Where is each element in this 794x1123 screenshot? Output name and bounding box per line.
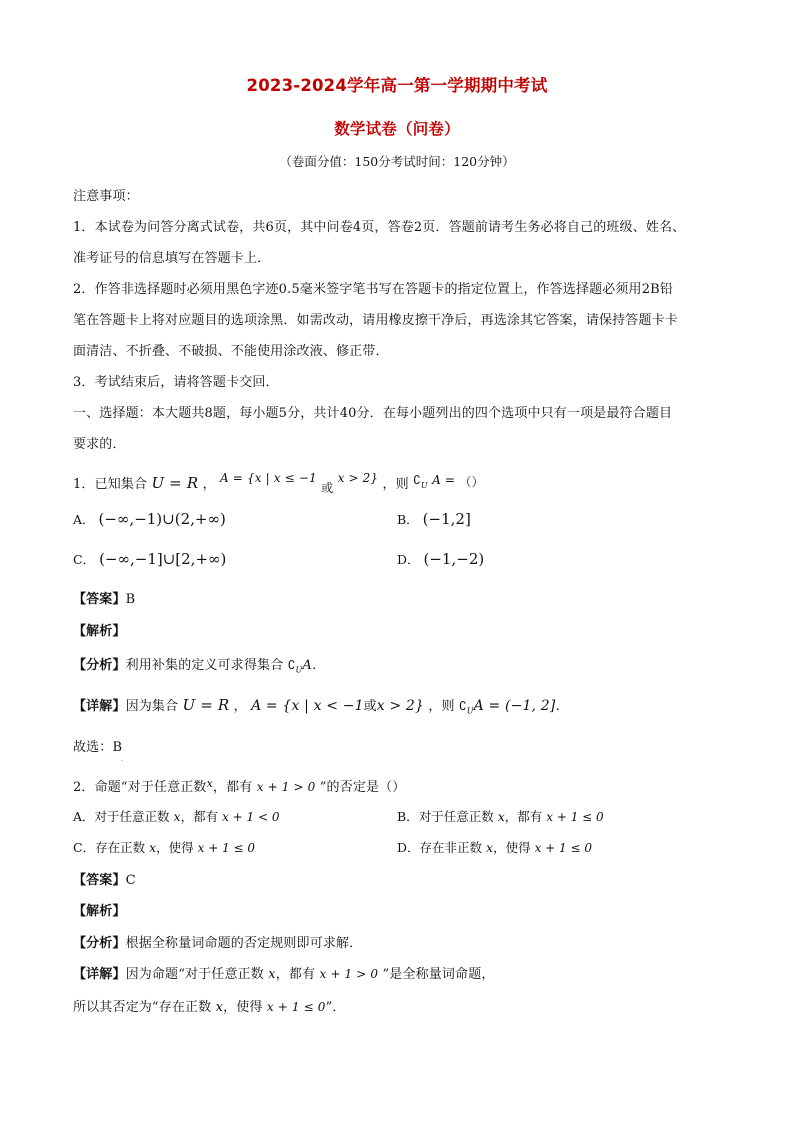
q2-option-c-x: x — [149, 840, 157, 855]
q1-answer-value: B — [125, 592, 136, 607]
q1-xiangjie-set-a2: x > 2} — [376, 698, 425, 714]
q2-option-c-label: C． — [73, 840, 96, 855]
q1-set-a-part2: x > 2} — [337, 471, 379, 485]
xiangjie-tag: 【详解】 — [73, 967, 126, 982]
exam-title: 2023-2024学年高一第一学期期中考试 — [246, 76, 548, 95]
complement-symbol: ∁ — [413, 473, 421, 487]
q2-option-c[interactable] — [73, 838, 255, 856]
q2-option-d[interactable] — [397, 838, 592, 856]
q1-option-a-label: A． — [73, 512, 95, 527]
q2-option-a-expr: x + 1 < 0 — [222, 810, 280, 824]
q1-analysis-tag — [73, 620, 126, 639]
q1-fenxi-text: 利用补集的定义可求得集合 — [125, 658, 284, 673]
q2-answer-value: C — [125, 873, 136, 888]
q1-xiangjie-result: A = (−1, 2]． — [473, 698, 570, 714]
q2-option-a-label: A． — [73, 809, 95, 824]
q2-option-b[interactable] — [397, 807, 604, 825]
q2-option-c-text: 存在正数 — [95, 840, 146, 855]
q1-option-d[interactable] — [397, 550, 484, 568]
complement-subscript: U — [466, 706, 474, 716]
q1-number: 1．已知集合 — [73, 477, 148, 492]
q1-comp-a: A = — [432, 473, 456, 487]
q1-option-d-label: D． — [397, 552, 420, 567]
q2-option-d-label: D． — [397, 840, 420, 855]
q2-option-b-x: x — [497, 809, 505, 824]
q1-xiangjie-b: ， — [233, 699, 247, 714]
q2-option-a-x: x — [173, 809, 181, 824]
q2-stem — [73, 776, 405, 795]
q1-fenxi — [73, 654, 325, 675]
q2-last-a: 所以其否定为“存在正数 — [73, 1000, 212, 1015]
q1-answer — [73, 588, 135, 607]
q1-fenxi-end: A． — [302, 658, 326, 673]
q2-option-a-mid: ，都有 — [180, 809, 219, 824]
section-1-line-1: 一、选择题：本大题共8题，每小题5分，共计40分．在每小题列出的四个选项中只有一项是最符合题目 — [73, 406, 673, 421]
q2-xiangjie — [73, 963, 495, 982]
analysis-tag: 【解析】 — [73, 624, 126, 639]
q2-option-d-mid: ，使得 — [493, 840, 531, 855]
q2-option-c-mid: ，使得 — [156, 840, 194, 855]
q1-option-c[interactable] — [73, 550, 226, 568]
q2-option-b-expr: x + 1 ≤ 0 — [546, 810, 604, 824]
q1-xiangjie — [73, 695, 570, 716]
notice-1-line-2: 准考证号的信息填写在答题卡上． — [73, 251, 271, 266]
q1-set-a-part1: A = {x | x ≤ −1 — [220, 471, 317, 485]
section-1-line-2: 要求的． — [73, 437, 126, 452]
notice-2-line-1: 2．作答非选择题时必须用黑色字迹0.5毫米签字笔书写在答题卡的指定位置上，作答选择题必须用2B铅 — [73, 282, 673, 297]
notice-heading: 注意事项： — [73, 189, 139, 204]
q2-stem-expr: x + 1 > 0 — [256, 780, 316, 794]
q1-xiangjie-c: ，则 — [428, 699, 455, 714]
fenxi-tag: 【分析】 — [73, 936, 126, 951]
q1-stem — [73, 473, 484, 494]
q2-option-d-expr: x + 1 ≤ 0 — [534, 841, 592, 855]
q1-option-c-value: (−∞,−1]∪[2,+∞) — [99, 550, 227, 568]
q2-option-b-label: B． — [397, 809, 419, 824]
q2-analysis-tag — [73, 900, 126, 919]
exam-info: （卷面分值：150分考试时间：120分钟） — [279, 154, 515, 169]
complement-subscript: U — [420, 480, 428, 490]
q2-stem-c: ”的否定是（） — [319, 780, 406, 795]
q2-option-b-mid: ，都有 — [504, 809, 543, 824]
fenxi-tag: 【分析】 — [73, 658, 126, 673]
q2-xiangjie-a: 因为命题“对于任意正数 — [125, 967, 264, 982]
q2-conclusion — [73, 996, 346, 1015]
q2-option-d-x: x — [486, 840, 494, 855]
q1-then: ，则 — [382, 477, 409, 492]
q2-xiangjie-expr: x + 1 > 0 — [319, 967, 379, 981]
q2-last-expr: x + 1 ≤ 0 — [266, 1000, 326, 1014]
analysis-tag: 【解析】 — [73, 904, 126, 919]
q1-option-a-value: (−∞,−1)∪(2,+∞) — [98, 510, 226, 528]
q2-answer — [73, 869, 136, 888]
q2-option-d-text: 存在非正数 — [419, 840, 483, 855]
q1-option-b[interactable] — [397, 510, 471, 528]
q1-or: 或 — [321, 481, 334, 495]
answer-tag: 【答案】 — [73, 592, 126, 607]
q2-option-c-expr: x + 1 ≤ 0 — [197, 841, 256, 855]
stray-dot: · — [121, 758, 123, 765]
q2-option-a[interactable] — [73, 807, 280, 825]
q1-option-a[interactable] — [73, 510, 226, 528]
notice-3: 3．考试结束后，请将答题卡交回． — [73, 375, 279, 390]
q1-xiangjie-or: 或 — [363, 699, 377, 714]
q2-xiangjie-b: ，都有 — [275, 967, 316, 982]
q1-comma: ， — [202, 477, 216, 492]
notice-1-line-1: 1．本试卷为问答分离式试卷，共6页，其中问卷4页，答卷2页．答题前请考生务必将自己的班级、姓名、 — [73, 220, 686, 235]
q1-set-u: U = R — [151, 474, 199, 492]
q1-paren: （） — [459, 475, 484, 489]
q1-xiangjie-u: U = R — [182, 696, 230, 714]
q1-xiangjie-set-a: A = {x | x < −1 — [251, 698, 364, 714]
q2-fenxi — [73, 932, 362, 951]
q2-stem-x: x — [206, 777, 213, 790]
notice-2-line-3: 面清洁、不折叠、不破损、不能使用涂改液、修正带． — [73, 344, 389, 359]
q2-fenxi-text: 根据全称量词命题的否定规则即可求解． — [125, 936, 363, 951]
exam-subtitle: 数学试卷（问卷） — [334, 120, 460, 138]
complement-symbol: ∁ — [458, 699, 467, 713]
answer-tag: 【答案】 — [73, 873, 126, 888]
q2-option-a-text: 对于任意正数 — [94, 809, 170, 824]
q2-xiangjie-x: x — [268, 967, 276, 982]
q1-xiangjie-a: 因为集合 — [125, 699, 179, 714]
q2-stem-a: 2．命题“对于任意正数 — [73, 780, 207, 795]
xiangjie-tag: 【详解】 — [73, 699, 126, 714]
q2-xiangjie-c: ”是全称量词命题， — [382, 967, 495, 982]
q2-last-b: ，使得 — [223, 1000, 263, 1015]
complement-symbol: ∁ — [287, 658, 296, 672]
q2-last-x: x — [215, 1000, 224, 1015]
q1-option-b-value: (−1,2] — [422, 510, 471, 528]
notice-2-line-2: 笔在答题卡上将对应题目的选项涂黑．如需改动，请用橡皮擦干净后，再选涂其它答案，请保持答题卡卡 — [73, 313, 678, 328]
q2-option-b-text: 对于任意正数 — [418, 809, 494, 824]
q1-choose: 故选：B — [73, 740, 123, 755]
q2-stem-b: ，都有 — [212, 780, 253, 795]
q1-option-b-label: B． — [397, 512, 419, 527]
q1-option-c-label: C． — [73, 552, 96, 567]
q2-last-c: ”． — [325, 1000, 346, 1015]
q1-option-d-value: (−1,−2) — [423, 550, 485, 568]
complement-subscript: U — [295, 665, 303, 675]
